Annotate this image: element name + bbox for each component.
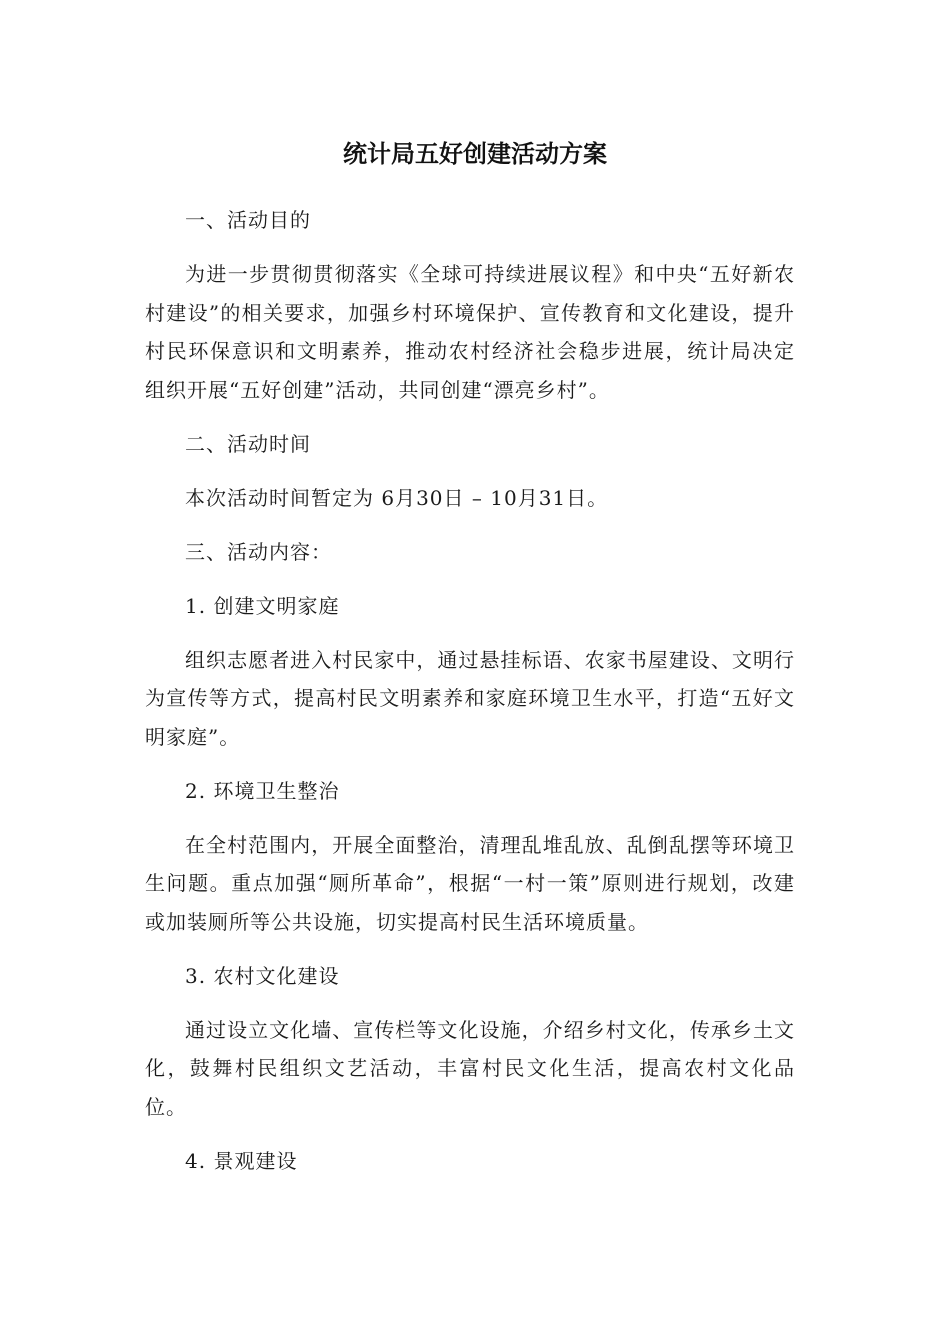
paragraph-environment: 在全村范围内，开展全面整治，清理乱堆乱放、乱倒乱摆等环境卫生问题。重点加强“厕所革命”，根据“一村一策”原则进行规划，改建或加装厕所等公共设施，切实提高村民生活环境质量。 [145, 832, 795, 934]
section-heading-time: 二、活动时间 [185, 431, 311, 456]
paragraph-civilized-family: 组织志愿者进入村民家中，通过悬挂标语、农家书屋建设、文明行为宣传等方式，提高村民文明素养和家庭环境卫生水平，打造“五好文明家庭”。 [145, 647, 795, 749]
paragraph-time: 本次活动时间暂定为 6月30日 – 10月31日。 [185, 485, 609, 510]
subheading-civilized-family: 1. 创建文明家庭 [185, 593, 340, 618]
section-heading-content: 三、活动内容： [185, 539, 332, 564]
section-heading-purpose: 一、活动目的 [185, 208, 311, 232]
subheading-culture: 3. 农村文化建设 [185, 963, 340, 988]
document-title: 统计局五好创建活动方案 [343, 140, 607, 168]
document-body [145, 201, 795, 1180]
subheading-environment: 2. 环境卫生整治 [185, 778, 340, 803]
paragraph-culture: 通过设立文化墙、宣传栏等文化设施，介绍乡村文化，传承乡土文化，鼓舞村民组织文艺活动，丰富村民文化生活，提高农村文化品位。 [145, 1017, 795, 1119]
paragraph-purpose: 为进一步贯彻贯彻落实《全球可持续进展议程》和中央“五好新农村建设”的相关要求，加强乡村环境保护、宣传教育和文化建设，提升村民环保意识和文明素养，推动农村经济社会稳步进展，统计局决定组织开展“五好创建”活动，共同创建“漂亮乡村”。 [145, 262, 795, 402]
subheading-landscape: 4. 景观建设 [185, 1148, 298, 1173]
